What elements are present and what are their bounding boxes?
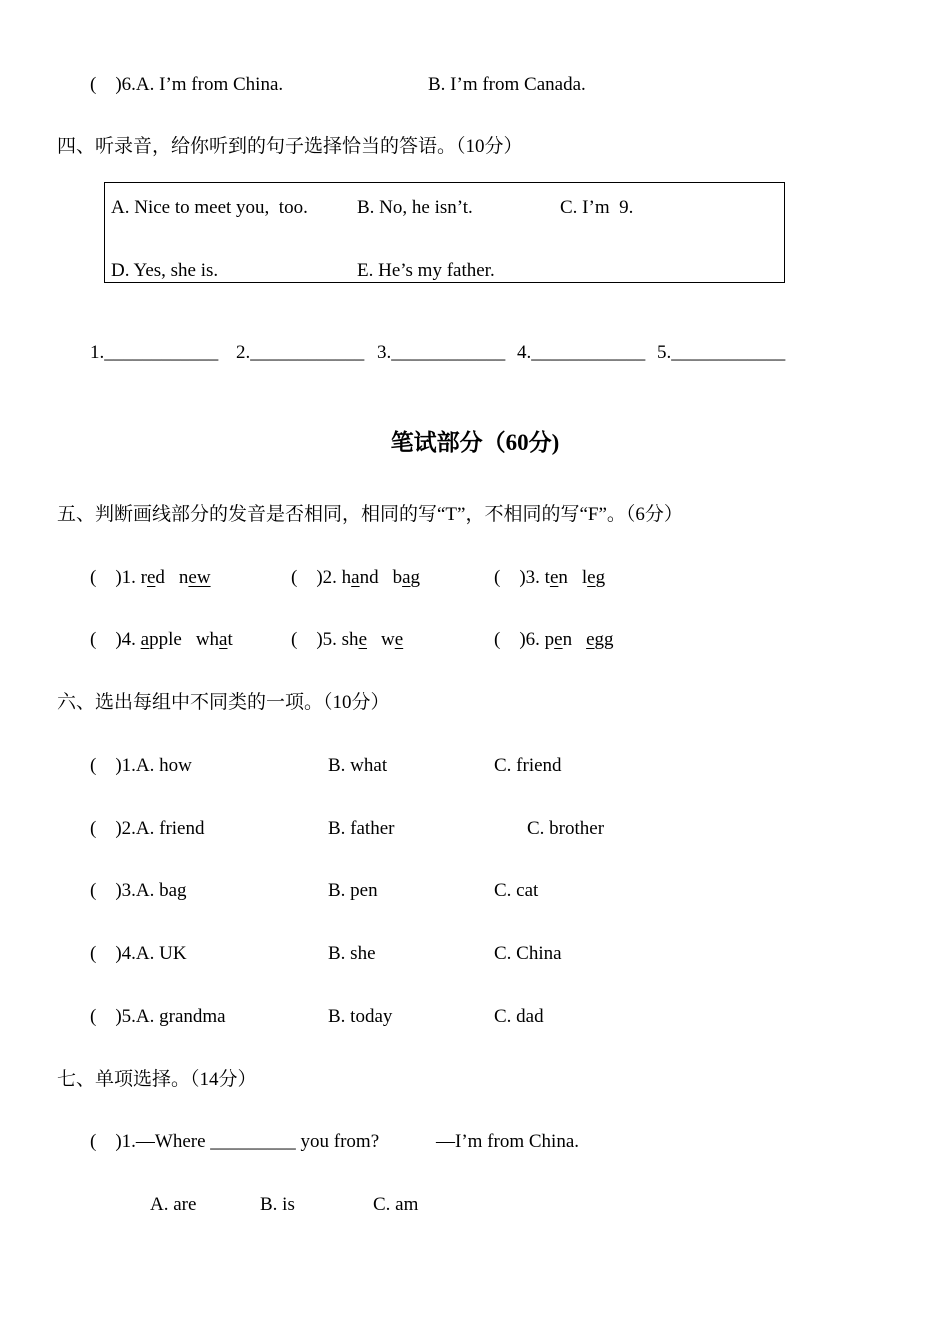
section6-row1-a: ( )1.A. how	[90, 755, 192, 776]
section6-title: 六、选出每组中不同类的一项。（10分）	[57, 692, 390, 713]
answer-blank-3: 3.____________	[377, 342, 506, 363]
section5-item-1: ( )1. red new	[90, 567, 211, 588]
section4-title: 四、听录音，给你听到的句子选择恰当的答语。（10分）	[57, 136, 523, 157]
box-option-b: B. No, he isn’t.	[357, 197, 473, 218]
question-6-line	[0, 72, 950, 176]
section7-q1-option-a: A. are	[150, 1194, 197, 1215]
section6-row3-a: ( )3.A. bag	[90, 880, 187, 901]
section6-row5-b: B. today	[328, 1006, 393, 1027]
section6-row2-c: C. brother	[527, 818, 605, 839]
section6-row3-c: C. cat	[494, 880, 539, 901]
section5-item-5: ( )5. she we	[291, 629, 404, 650]
section7-q1-stem: ( )1.—Where _________ you from?	[90, 1131, 380, 1152]
section7-q1-option-c: C. am	[373, 1194, 419, 1215]
section5-item-6: ( )6. pen egg	[494, 629, 614, 650]
question-6-option-b: B. I’m from Canada.	[428, 74, 586, 95]
section6-row2-a: ( )2.A. friend	[90, 818, 205, 839]
options-box-row-2	[105, 260, 784, 348]
section5-item-4: ( )4. apple what	[90, 629, 233, 650]
section6-row4-b: B. she	[328, 943, 376, 964]
section6-row1-c: C. friend	[494, 755, 562, 776]
section7-q1-answer: —I’m from China.	[436, 1131, 580, 1152]
section5-item-2: ( )2. hand bag	[291, 567, 421, 588]
box-option-a: A. Nice to meet you, too.	[111, 197, 308, 218]
section6-row1-b: B. what	[328, 755, 388, 776]
section6-row5-c: C. dad	[494, 1006, 544, 1027]
box-option-e: E. He’s my father.	[357, 260, 495, 281]
answer-blank-1: 1.____________	[90, 342, 219, 363]
section5-item-3: ( )3. ten leg	[494, 567, 606, 588]
section5-title: 五、判断画线部分的发音是否相同，相同的写“T”，不相同的写“F”。（6分）	[57, 504, 683, 525]
section6-row2-b: B. father	[328, 818, 395, 839]
section6-row4-c: C. China	[494, 943, 562, 964]
written-part-heading: 笔试部分（60分)	[390, 430, 560, 455]
section7-title: 七、单项选择。（14分）	[57, 1069, 257, 1090]
section6-row4-a: ( )4.A. UK	[90, 943, 187, 964]
answer-blank-5: 5.____________	[657, 342, 786, 363]
answer-options-box	[104, 182, 785, 283]
section6-row3-b: B. pen	[328, 880, 378, 901]
answer-blank-4: 4.____________	[517, 342, 646, 363]
section7-q1-option-b: B. is	[260, 1194, 295, 1215]
question-6-option-a: ( )6.A. I’m from China.	[90, 74, 284, 95]
section7-q1-options	[0, 1192, 950, 1322]
section6-row5-a: ( )5.A. grandma	[90, 1006, 226, 1027]
answer-blank-2: 2.____________	[236, 342, 365, 363]
box-option-d: D. Yes, she is.	[111, 260, 219, 281]
box-option-c: C. I’m 9.	[560, 197, 634, 218]
